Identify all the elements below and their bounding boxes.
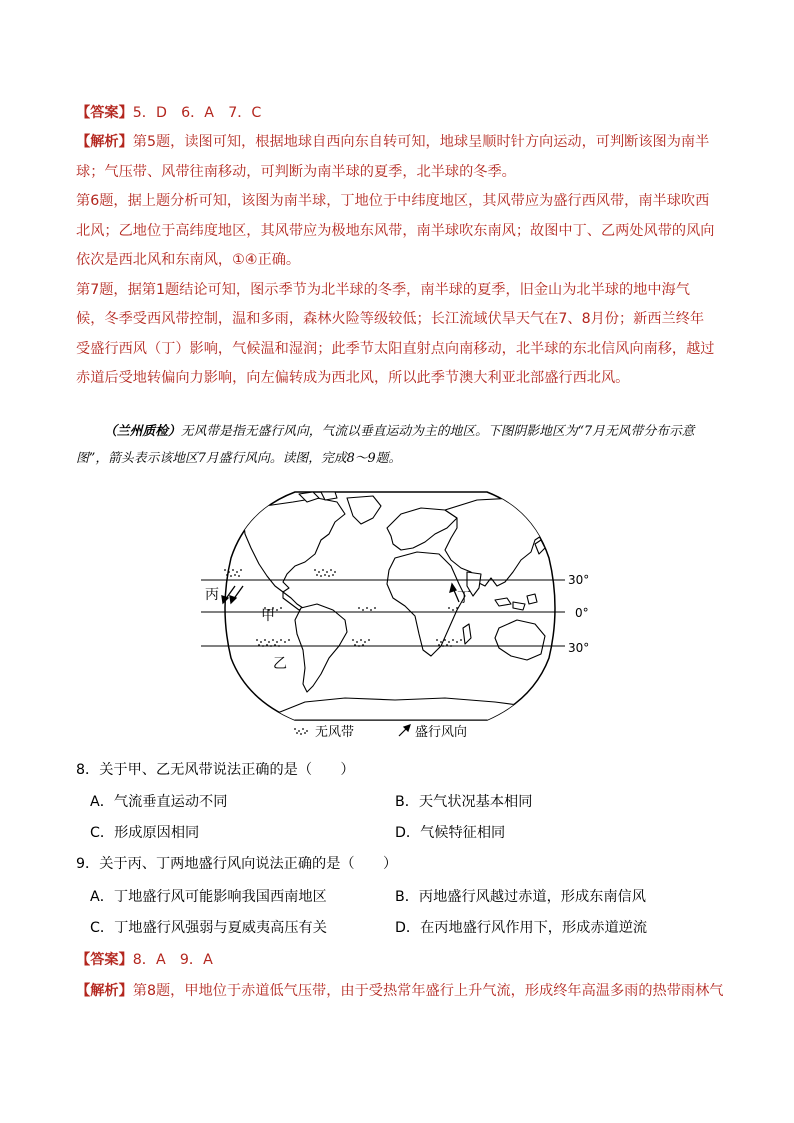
analysis-paragraph-q5 [76,128,716,187]
label-jia: 甲 [261,608,275,624]
legend-calm-symbol [294,728,308,735]
question-8-option-a[interactable]: A．气流垂直运动不同 [90,794,228,810]
analysis-tag: 【解析】 [76,983,133,999]
question-9-stem: 9．关于丙、丁两地盛行风向说法正确的是（ ） [76,856,398,872]
question-intro [76,418,716,472]
map-legend [294,724,467,740]
label-ding: 丁 [457,590,471,606]
answer-text: 5．D 6．A 7．C [132,105,262,121]
intro-text: 无风带是指无盛行风向，气流以垂直运动为主的地区。下图阴影地区为“7月无风带分布示意图”，箭头表示该地区7月盛行风向。读图，完成8～9题。 [76,424,695,466]
lat-label-30s: 30° [568,641,590,655]
label-bing: 丙 [205,587,219,603]
question-9-option-d[interactable]: D．在丙地盛行风作用下，形成赤道逆流 [395,920,648,936]
question-9-option-a[interactable]: A．丁地盛行风可能影响我国西南地区 [90,889,327,905]
question-8-option-b[interactable]: B．天气状况基本相同 [395,794,533,810]
question-8-option-c[interactable]: C．形成原因相同 [90,825,200,841]
question-8-stem: 8．关于甲、乙无风带说法正确的是（ ） [76,762,355,778]
legend-wind-symbol [399,725,410,736]
answer-line-2 [76,949,213,971]
legend-calm-label: 无风带 [315,725,355,740]
analysis-q5-text: 第5题，读图可知，根据地球自西向东自转可知，地球呈顺时针方向运动，可判断该图为南半球；气压带、风带往南移动，可判断为南半球的夏季，北半球的冬季。 [76,134,710,180]
analysis-q8-text: 第8题，甲地位于赤道低气压带，由于受热常年盛行上升气流，形成终年高温多雨的热带雨林气 [132,983,724,999]
legend-wind-label: 盛行风向 [415,725,468,740]
source-label: （兰州质检） [104,424,181,439]
lat-label-30n: 30° [568,573,590,587]
analysis-paragraph-q7: 第7题，据第1题结论可知，图示季节为北半球的冬季，南半球的夏季，旧金山为北半球的地中海气候，冬季受西风带控制，温和多雨，森林火险等级较低；长江流域伏旱天气在7、8月份；新西兰终年受盛行西风（丁）影响，气候温和湿润；此季节太阳直射点向南移动，北半球的东北信风向南移，越过赤道后受地转偏向力影响，向左偏转成为西北风，所以此季节澳大利亚北部盛行西北风。 [76,281,715,386]
answer-text: 8．A 9．A [132,952,213,968]
label-yi: 乙 [273,656,287,672]
question-9-option-c[interactable]: C．丁地盛行风强弱与夏威夷高压有关 [90,920,327,936]
lat-label-equator: 0° [575,606,589,620]
question-8-option-d[interactable]: D．气候特征相同 [395,825,506,841]
analysis-block-1 [76,128,716,394]
answer-tag: 【答案】 [76,952,133,968]
new-zealand [551,656,561,674]
question-9-option-b[interactable]: B．丙地盛行风越过赤道，形成东南信风 [395,889,646,905]
analysis-paragraph-q6: 第6题，据上题分析可知，该图为南半球，丁地位于中纬度地区，其风带应为盛行西风带，南半球吹西北风；乙地位于高纬度地区，其风带应为极地东风带，南半球吹东南风；故图中丁、乙两处风带的风向依次是西北风和东南风，①④正确。 [76,193,715,268]
answer-tag: 【答案】 [76,105,133,121]
answer-line-1 [76,102,261,124]
world-calm-belt-map [195,488,605,743]
analysis-tag: 【解析】 [76,134,133,150]
analysis-line-2 [76,980,723,1002]
